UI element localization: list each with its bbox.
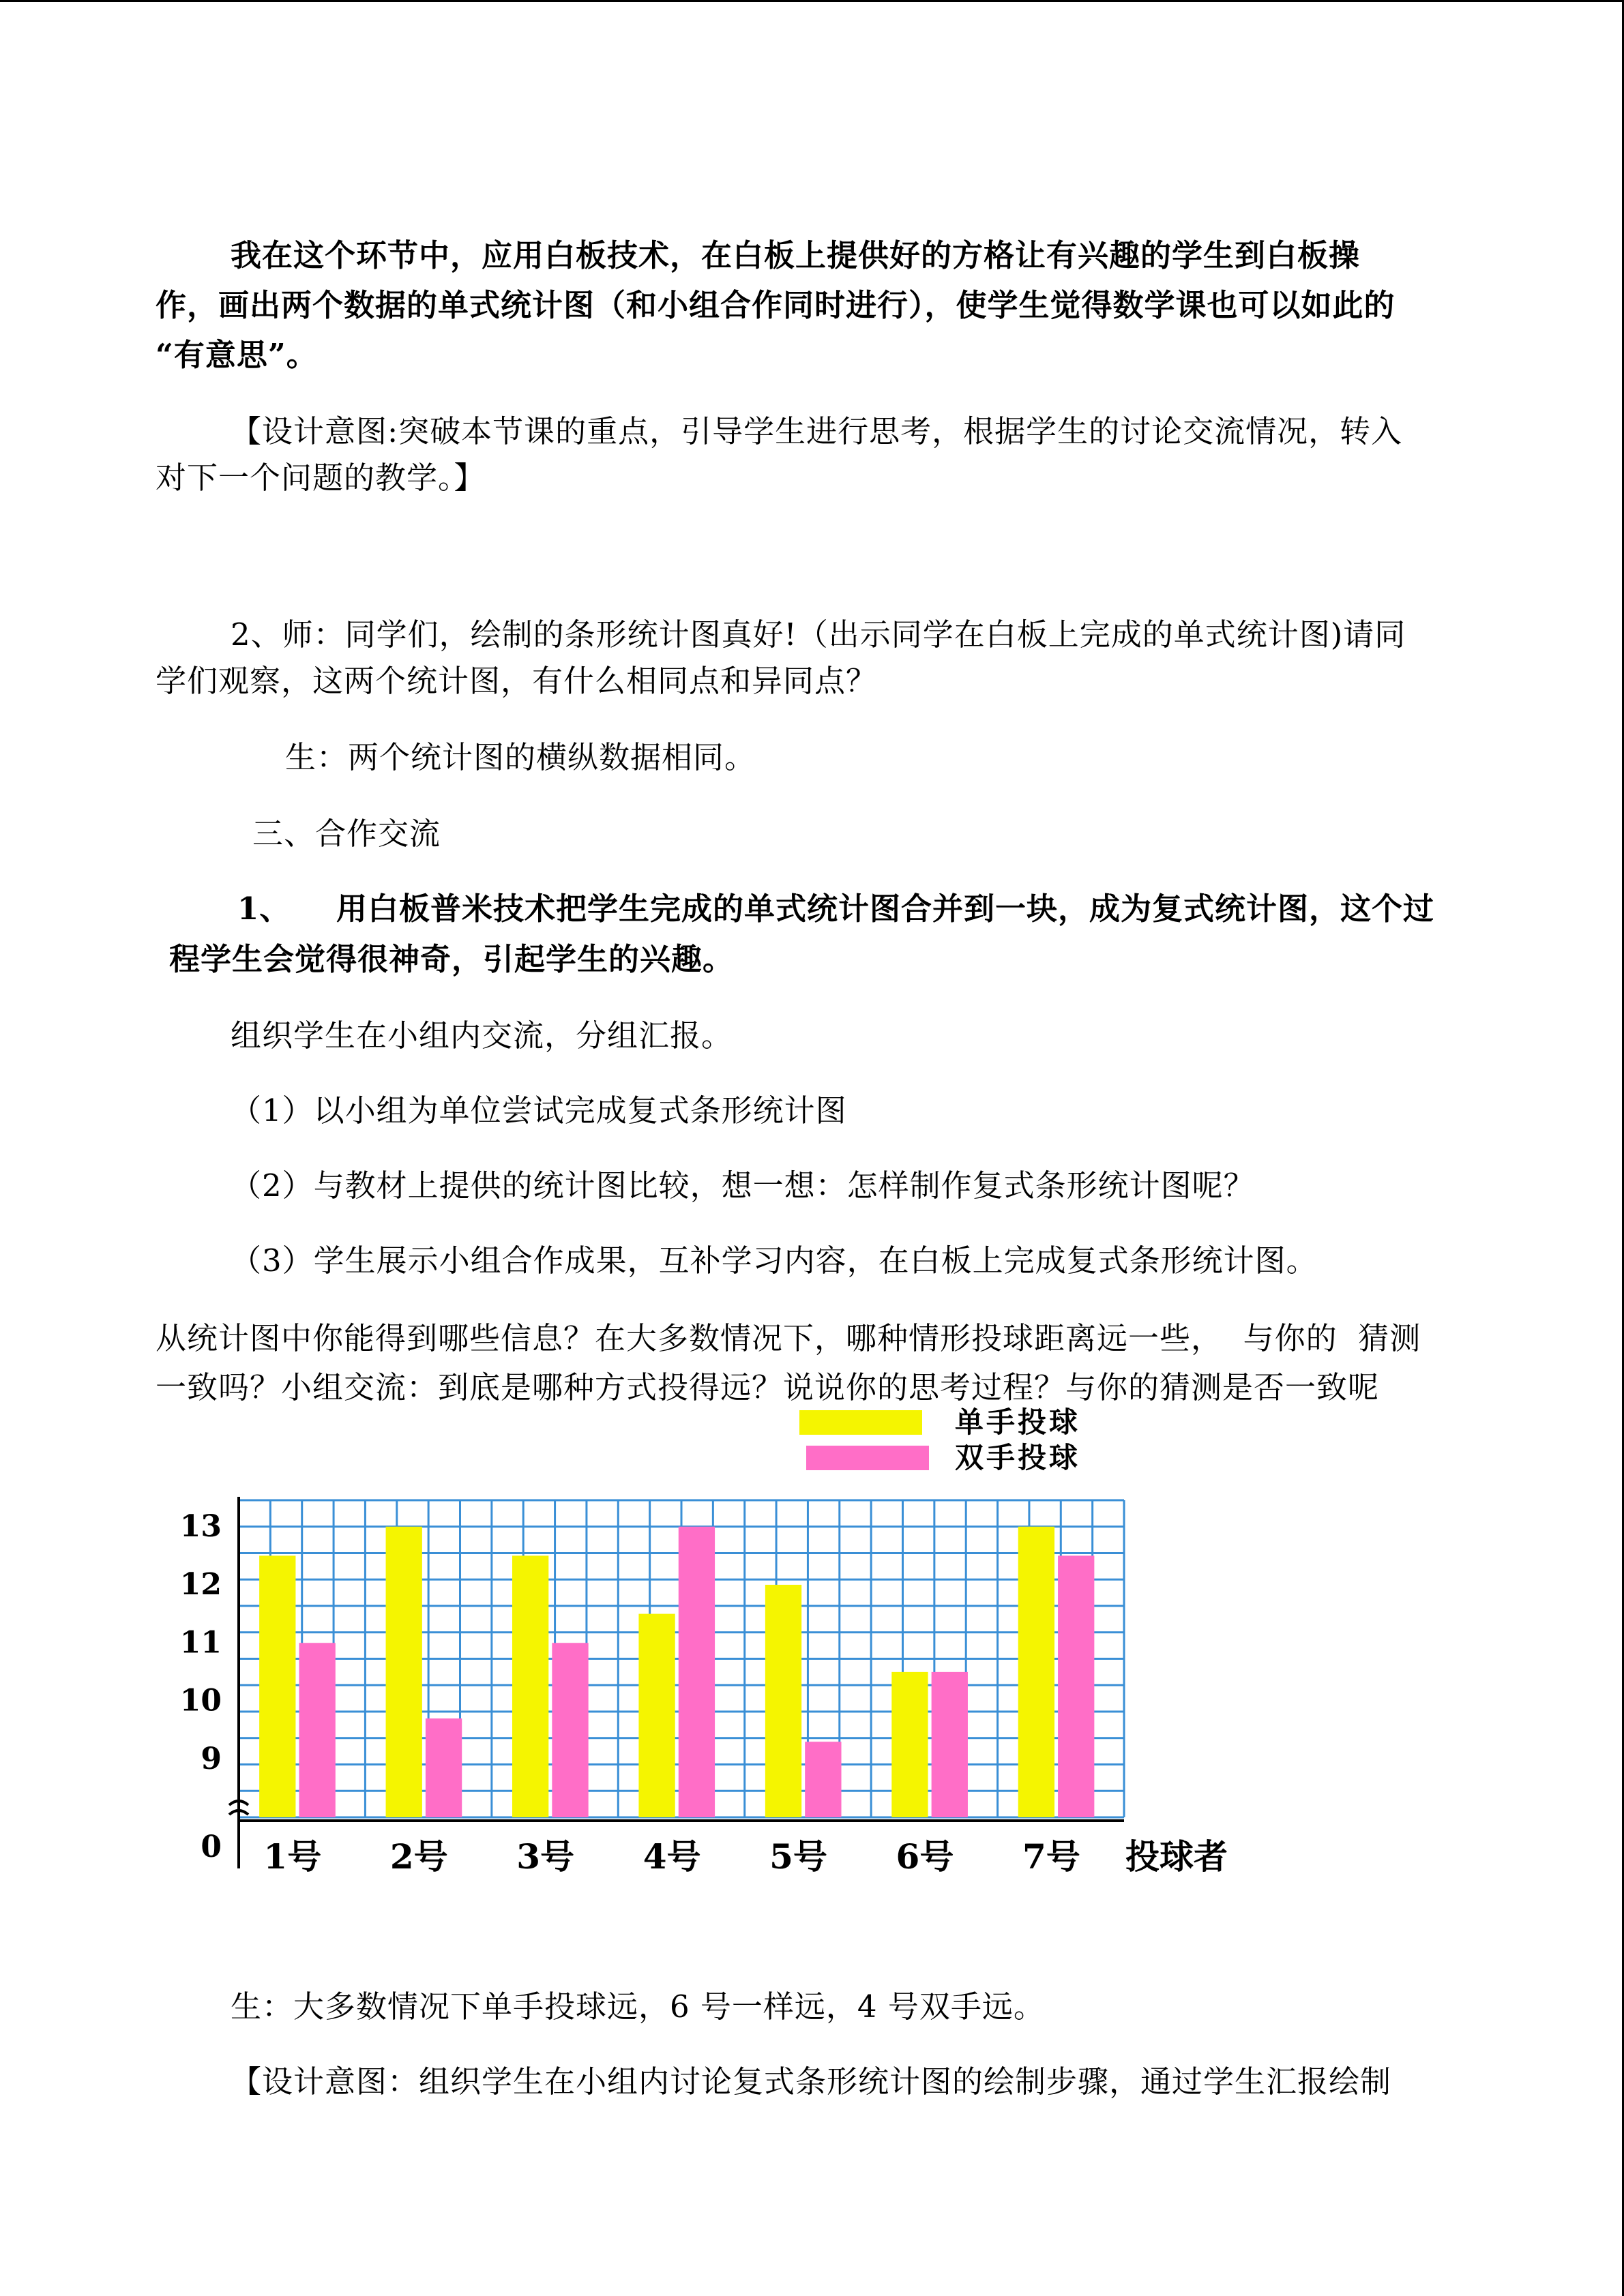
design-intent-2: 【设计意图：组织学生在小组内讨论复式条形统计图的绘制步骤，通过学生汇报绘制 (231, 2063, 1392, 2100)
bar-single-hand-5 (765, 1585, 801, 1817)
bar-two-hand-1 (299, 1643, 335, 1817)
throw-distance-bar-chart (0, 1405, 1624, 1896)
y-tick-label-13: 13 (179, 1508, 222, 1544)
bar-two-hand-5 (805, 1742, 841, 1817)
bar-single-hand-2 (386, 1527, 422, 1817)
bar-two-hand-7 (1058, 1555, 1094, 1817)
x-tick-label-3: 3号 (516, 1836, 575, 1877)
student-answer-1: 生：两个统计图的横纵数据相同。 (285, 739, 756, 775)
question-line-1: 从统计图中你能得到哪些信息？在大多数情况下，哪种情形投球距离远一些， 与你的 猜测 (156, 1320, 1421, 1356)
list-item-1: （1）以小组为单位尝试完成复式条形统计图 (231, 1092, 847, 1129)
legend-label-2: 双手投球 (955, 1441, 1081, 1474)
group-instruction: 组织学生在小组内交流，分组汇报。 (231, 1017, 733, 1054)
y-tick-label-12: 12 (179, 1567, 222, 1602)
student-answer-2: 生：大多数情况下单手投球远，6 号一样远，4 号双手远。 (231, 1988, 1045, 2025)
bar-single-hand-1 (259, 1555, 295, 1817)
legend-swatch-1 (799, 1410, 922, 1435)
paragraph-1-line-3: “有意思”。 (156, 337, 318, 373)
list-item-2: （2）与教材上提供的统计图比较，想一想：怎样制作复式条形统计图呢？ (231, 1167, 1255, 1204)
section-heading-3: 三、合作交流 (252, 816, 441, 852)
design-intent-1-line-2: 对下一个问题的教学。】 (156, 460, 486, 496)
chart-legend (799, 1405, 1080, 1474)
question-line-2: 一致吗？小组交流：到底是哪种方式投得远？说说你的思考过程？与你的猜测是否一致呢 (156, 1369, 1380, 1405)
design-intent-1-line-1: 【设计意图:突破本节课的重点，引导学生进行思考，根据学生的讨论交流情况，转入 (231, 413, 1403, 449)
legend-swatch-2 (806, 1446, 929, 1470)
x-tick-label-5: 5号 (769, 1836, 827, 1877)
legend-label-1: 单手投球 (955, 1405, 1081, 1439)
bar-single-hand-3 (512, 1555, 548, 1817)
bar-two-hand-2 (426, 1718, 462, 1817)
x-axis-label: 投球者 (1125, 1836, 1228, 1877)
paragraph-1-line-2: 作，画出两个数据的单式统计图（和小组合作同时进行），使学生觉得数学课也可以如此的 (156, 287, 1396, 323)
paragraph-5-line-1: 1、 用白板普米技术把学生完成的单式统计图合并到一块，成为复式统计图，这个过 (237, 891, 1434, 927)
bar-two-hand-3 (552, 1643, 588, 1817)
y-tick-label-10: 10 (179, 1683, 222, 1718)
page-border-top (0, 0, 1624, 2)
teacher-line-2: 学们观察，这两个统计图，有什么相同点和异同点？ (156, 663, 878, 699)
bar-single-hand-7 (1018, 1527, 1054, 1817)
teacher-line-1: 2、师：同学们，绘制的条形统计图真好!（出示同学在白板上完成的单式统计图)请同 (231, 616, 1406, 653)
x-tick-label-4: 4号 (643, 1836, 701, 1877)
paragraph-5-line-2: 程学生会觉得很神奇，引起学生的兴趣。 (169, 941, 735, 977)
x-tick-label-6: 6号 (896, 1836, 954, 1877)
bar-single-hand-6 (891, 1672, 928, 1817)
x-tick-label-2: 2号 (389, 1836, 448, 1877)
y-tick-label-0: 0 (201, 1830, 222, 1864)
x-tick-label-7: 7号 (1022, 1836, 1080, 1877)
bar-two-hand-4 (679, 1527, 715, 1817)
paragraph-1-line-1: 我在这个环节中，应用白板技术，在白板上提供好的方格让有兴趣的学生到白板操 (231, 237, 1361, 273)
y-tick-label-9: 9 (201, 1741, 222, 1776)
chart-bars (259, 1527, 1094, 1817)
bar-two-hand-6 (932, 1672, 968, 1817)
bar-single-hand-4 (638, 1614, 675, 1817)
x-tick-label-1: 1号 (263, 1836, 322, 1877)
list-item-3: （3）学生展示小组合作成果，互补学习内容，在白板上完成复式条形统计图。 (231, 1242, 1318, 1279)
y-tick-label-11: 11 (179, 1625, 222, 1660)
